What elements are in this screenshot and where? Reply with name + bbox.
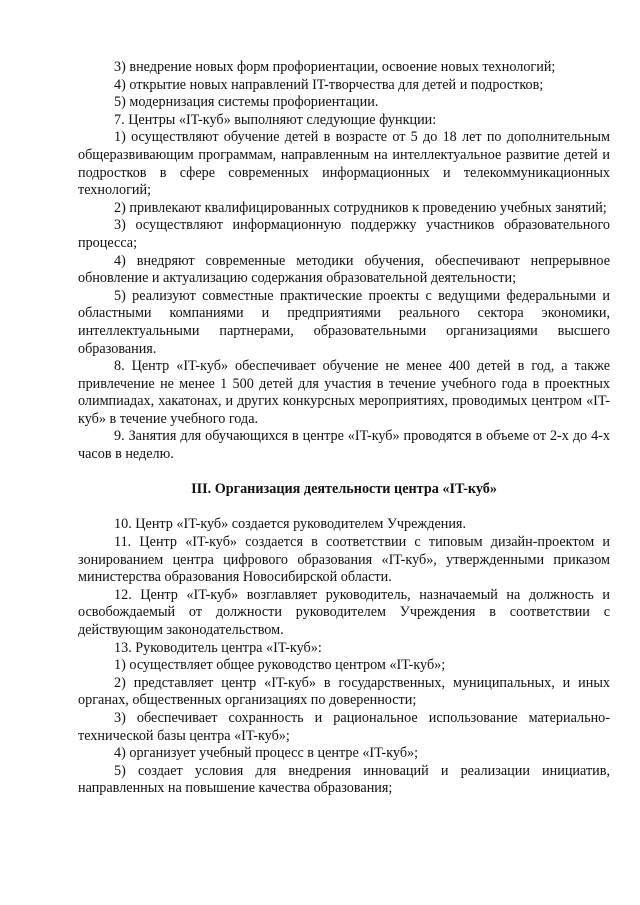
list-item: 5) модернизация системы профориентации.	[114, 94, 379, 111]
spacer	[78, 499, 610, 517]
list-item: 5) создает условия для внедрения инноваций и реализации инициатив, направленных на повышение качества образования;	[78, 762, 610, 797]
clause-12: 12. Центр «IT-куб» возглавляет руководитель, назначаемый на должность и освобождаемый от должности руководителем Учреждения в соответствии с действующим законодательством.	[78, 586, 610, 638]
list-item: 1) осуществляют обучение детей в возрасте от 5 до 18 лет по дополнительным общеразвивающим программам, направленным на интеллектуальное развитие детей и подростков в сфере современных информационных и телекоммуникационных технологий;	[78, 129, 610, 199]
clause-10: 10. Центр «IT-куб» создается руководителем Учреждения.	[114, 516, 466, 533]
document-page	[78, 59, 610, 798]
spacer	[78, 464, 610, 482]
list-item: 3) осуществляют информационную поддержку участников образовательного процесса;	[78, 217, 610, 251]
clause-7: 7. Центры «IT-куб» выполняют следующие функции:	[114, 111, 437, 128]
list-item: 3) внедрение новых форм профориентации, освоение новых технологий;	[114, 59, 556, 75]
list-item: 5) реализуют совместные практические проекты с ведущими федеральными и областными компаниями и предприятиями реального сектора экономики, интеллектуальными партнерами, образовательными организациями высшего образования.	[78, 287, 610, 357]
clause-13: 13. Руководитель центра «IT-куб»:	[114, 639, 322, 656]
list-item: 1) осуществляет общее руководство центром «IT-куб»;	[114, 657, 446, 674]
clause-9: 9. Занятия для обучающихся в центре «IT-куб» проводятся в объеме от 2-х до 4-х часов в неделю.	[78, 428, 610, 463]
list-item: 4) открытие новых направлений IT-творчества для детей и подростков;	[114, 76, 544, 93]
list-item: 2) представляет центр «IT-куб» в государственных, муниципальных, и иных органах, общественных организациях по доверенности;	[78, 674, 610, 709]
clause-8: 8. Центр «IT-куб» обеспечивает обучение не менее 400 детей в год, а также привлечение не менее 1 500 детей для участия в течение учебного года в проектных олимпиадах, хакатонах, и других конкурсных мероприятиях, проводимых центром «IT-куб» в течение учебного года.	[78, 358, 610, 427]
section-heading: III. Организация деятельности центра «IT-куб»	[191, 481, 497, 498]
list-item: 4) организует учебный процесс в центре «IT-куб»;	[114, 745, 419, 762]
list-item: 3) обеспечивает сохранность и рациональное использование материально-технической базы центра «IT-куб»;	[78, 709, 610, 744]
list-item: 2) привлекают квалифицированных сотрудников к проведению учебных занятий;	[114, 199, 607, 216]
clause-11: 11. Центр «IT-куб» создается в соответствии с типовым дизайн-проектом и зонированием центра цифрового образования «IT-куб», утвержденными приказом министерства образования Новосибирской области.	[78, 534, 610, 586]
list-item: 4) внедряют современные методики обучения, обеспечивают непрерывное обновление и актуализацию содержания образовательной деятельности;	[78, 252, 610, 287]
